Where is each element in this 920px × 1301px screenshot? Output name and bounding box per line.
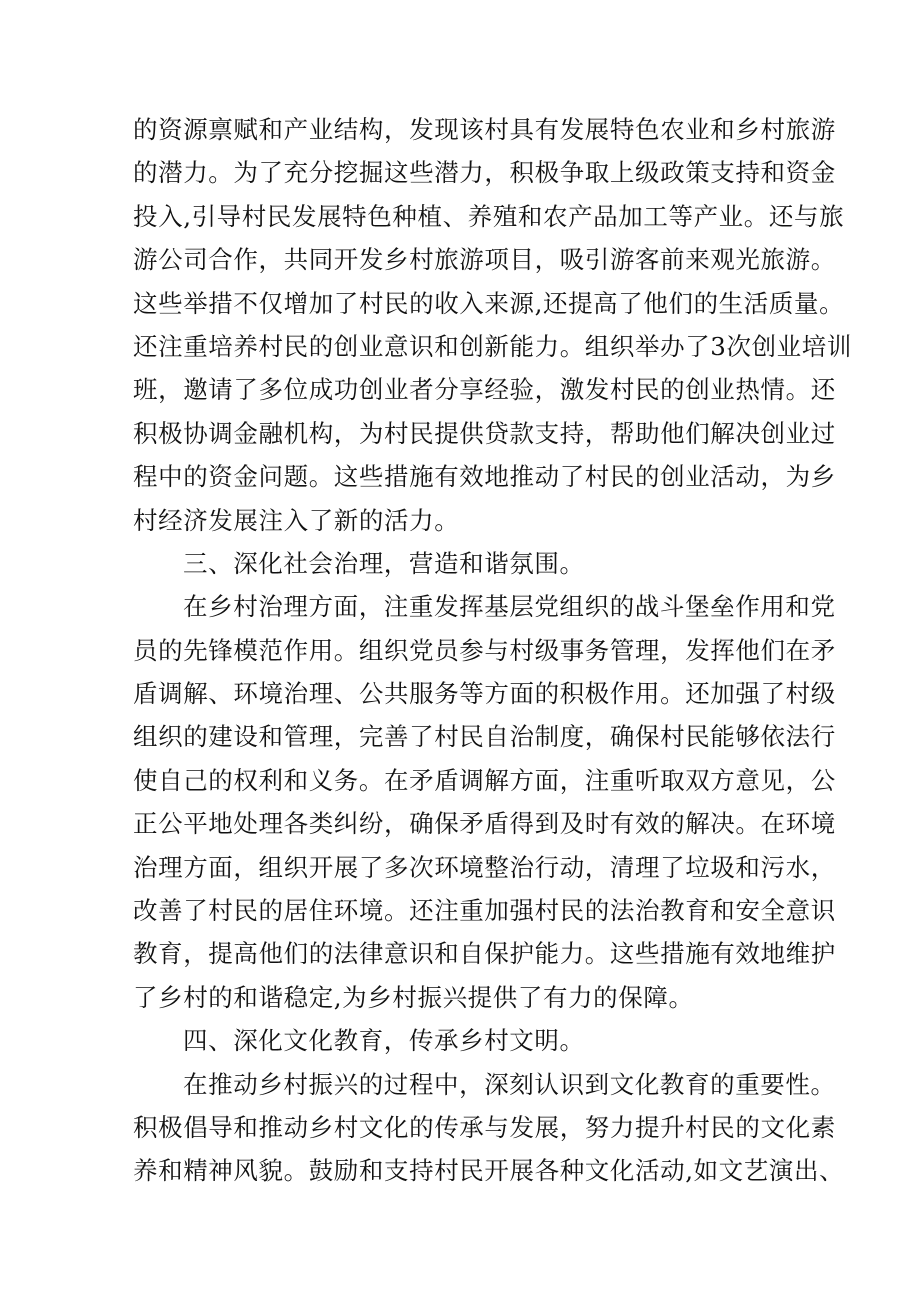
- section-heading: 三、深化社会治理，营造和谐氛围。: [183, 548, 585, 578]
- paragraph-first-line: 在乡村治理方面，注重发挥基层党组织的战斗堡垒作用和党: [183, 592, 836, 622]
- paragraph-first-line: 在推动乡村振兴的过程中，深刻认识到文化教育的重要性。: [183, 1069, 836, 1099]
- text-line: 游公司合作，共同开发乡村旅游项目，吸引游客前来观光旅游。: [133, 245, 836, 275]
- text-line: 积极协调金融机构，为村民提供贷款支持，帮助他们解决创业过: [133, 418, 836, 448]
- text-line: 还注重培养村民的创业意识和创新能力。组织举办了3次创业培训: [133, 331, 852, 361]
- text-line: 员的先锋模范作用。组织党员参与村级事务管理，发挥他们在矛: [133, 635, 836, 665]
- text-line: 改善了村民的居住环境。还注重加强村民的法治教育和安全意识: [133, 896, 836, 926]
- text-line: 投入,引导村民发展特色种植、养殖和农产品加工等产业。还与旅: [133, 201, 845, 231]
- text-line: 教育，提高他们的法律意识和自保护能力。这些措施有效地维护: [133, 939, 836, 969]
- document-body: [133, 108, 852, 1193]
- text-line: 盾调解、环境治理、公共服务等方面的积极作用。还加强了村级: [133, 679, 836, 709]
- text-line: 的资源禀赋和产业结构，发现该村具有发展特色农业和乡村旅游: [133, 115, 836, 144]
- text-line: 村经济发展注入了新的活力。: [133, 505, 460, 535]
- text-line: 程中的资金问题。这些措施有效地推动了村民的创业活动，为乡: [133, 462, 836, 492]
- text-line: 积极倡导和推动乡村文化的传承与发展，努力提升村民的文化素: [133, 1112, 836, 1142]
- text-line: 班，邀请了多位成功创业者分享经验，激发村民的创业热情。还: [133, 375, 836, 405]
- text-line: 组织的建设和管理，完善了村民自治制度，确保村民能够依法行: [133, 722, 836, 752]
- text-line: 这些举措不仅增加了村民的收入来源,还提高了他们的生活质量。: [133, 288, 845, 318]
- text-line: 正公平地处理各类纠纷，确保矛盾得到及时有效的解决。在环境: [133, 809, 836, 839]
- text-line: 使自己的权利和义务。在矛盾调解方面，注重听取双方意见，公: [133, 765, 836, 795]
- text-line: 了乡村的和谐稳定,为乡村振兴提供了有力的保障。: [133, 982, 694, 1012]
- text-line: 治理方面，组织开展了多次环境整治行动，清理了垃圾和污水，: [133, 852, 836, 882]
- section-heading: 四、深化文化教育，传承乡村文明。: [183, 1026, 585, 1056]
- text-line: 的潜力。为了充分挖掘这些潜力，积极争取上级政策支持和资金: [133, 158, 836, 188]
- text-line: 养和精神风貌。鼓励和支持村民开展各种文化活动,如文艺演出、: [133, 1156, 845, 1186]
